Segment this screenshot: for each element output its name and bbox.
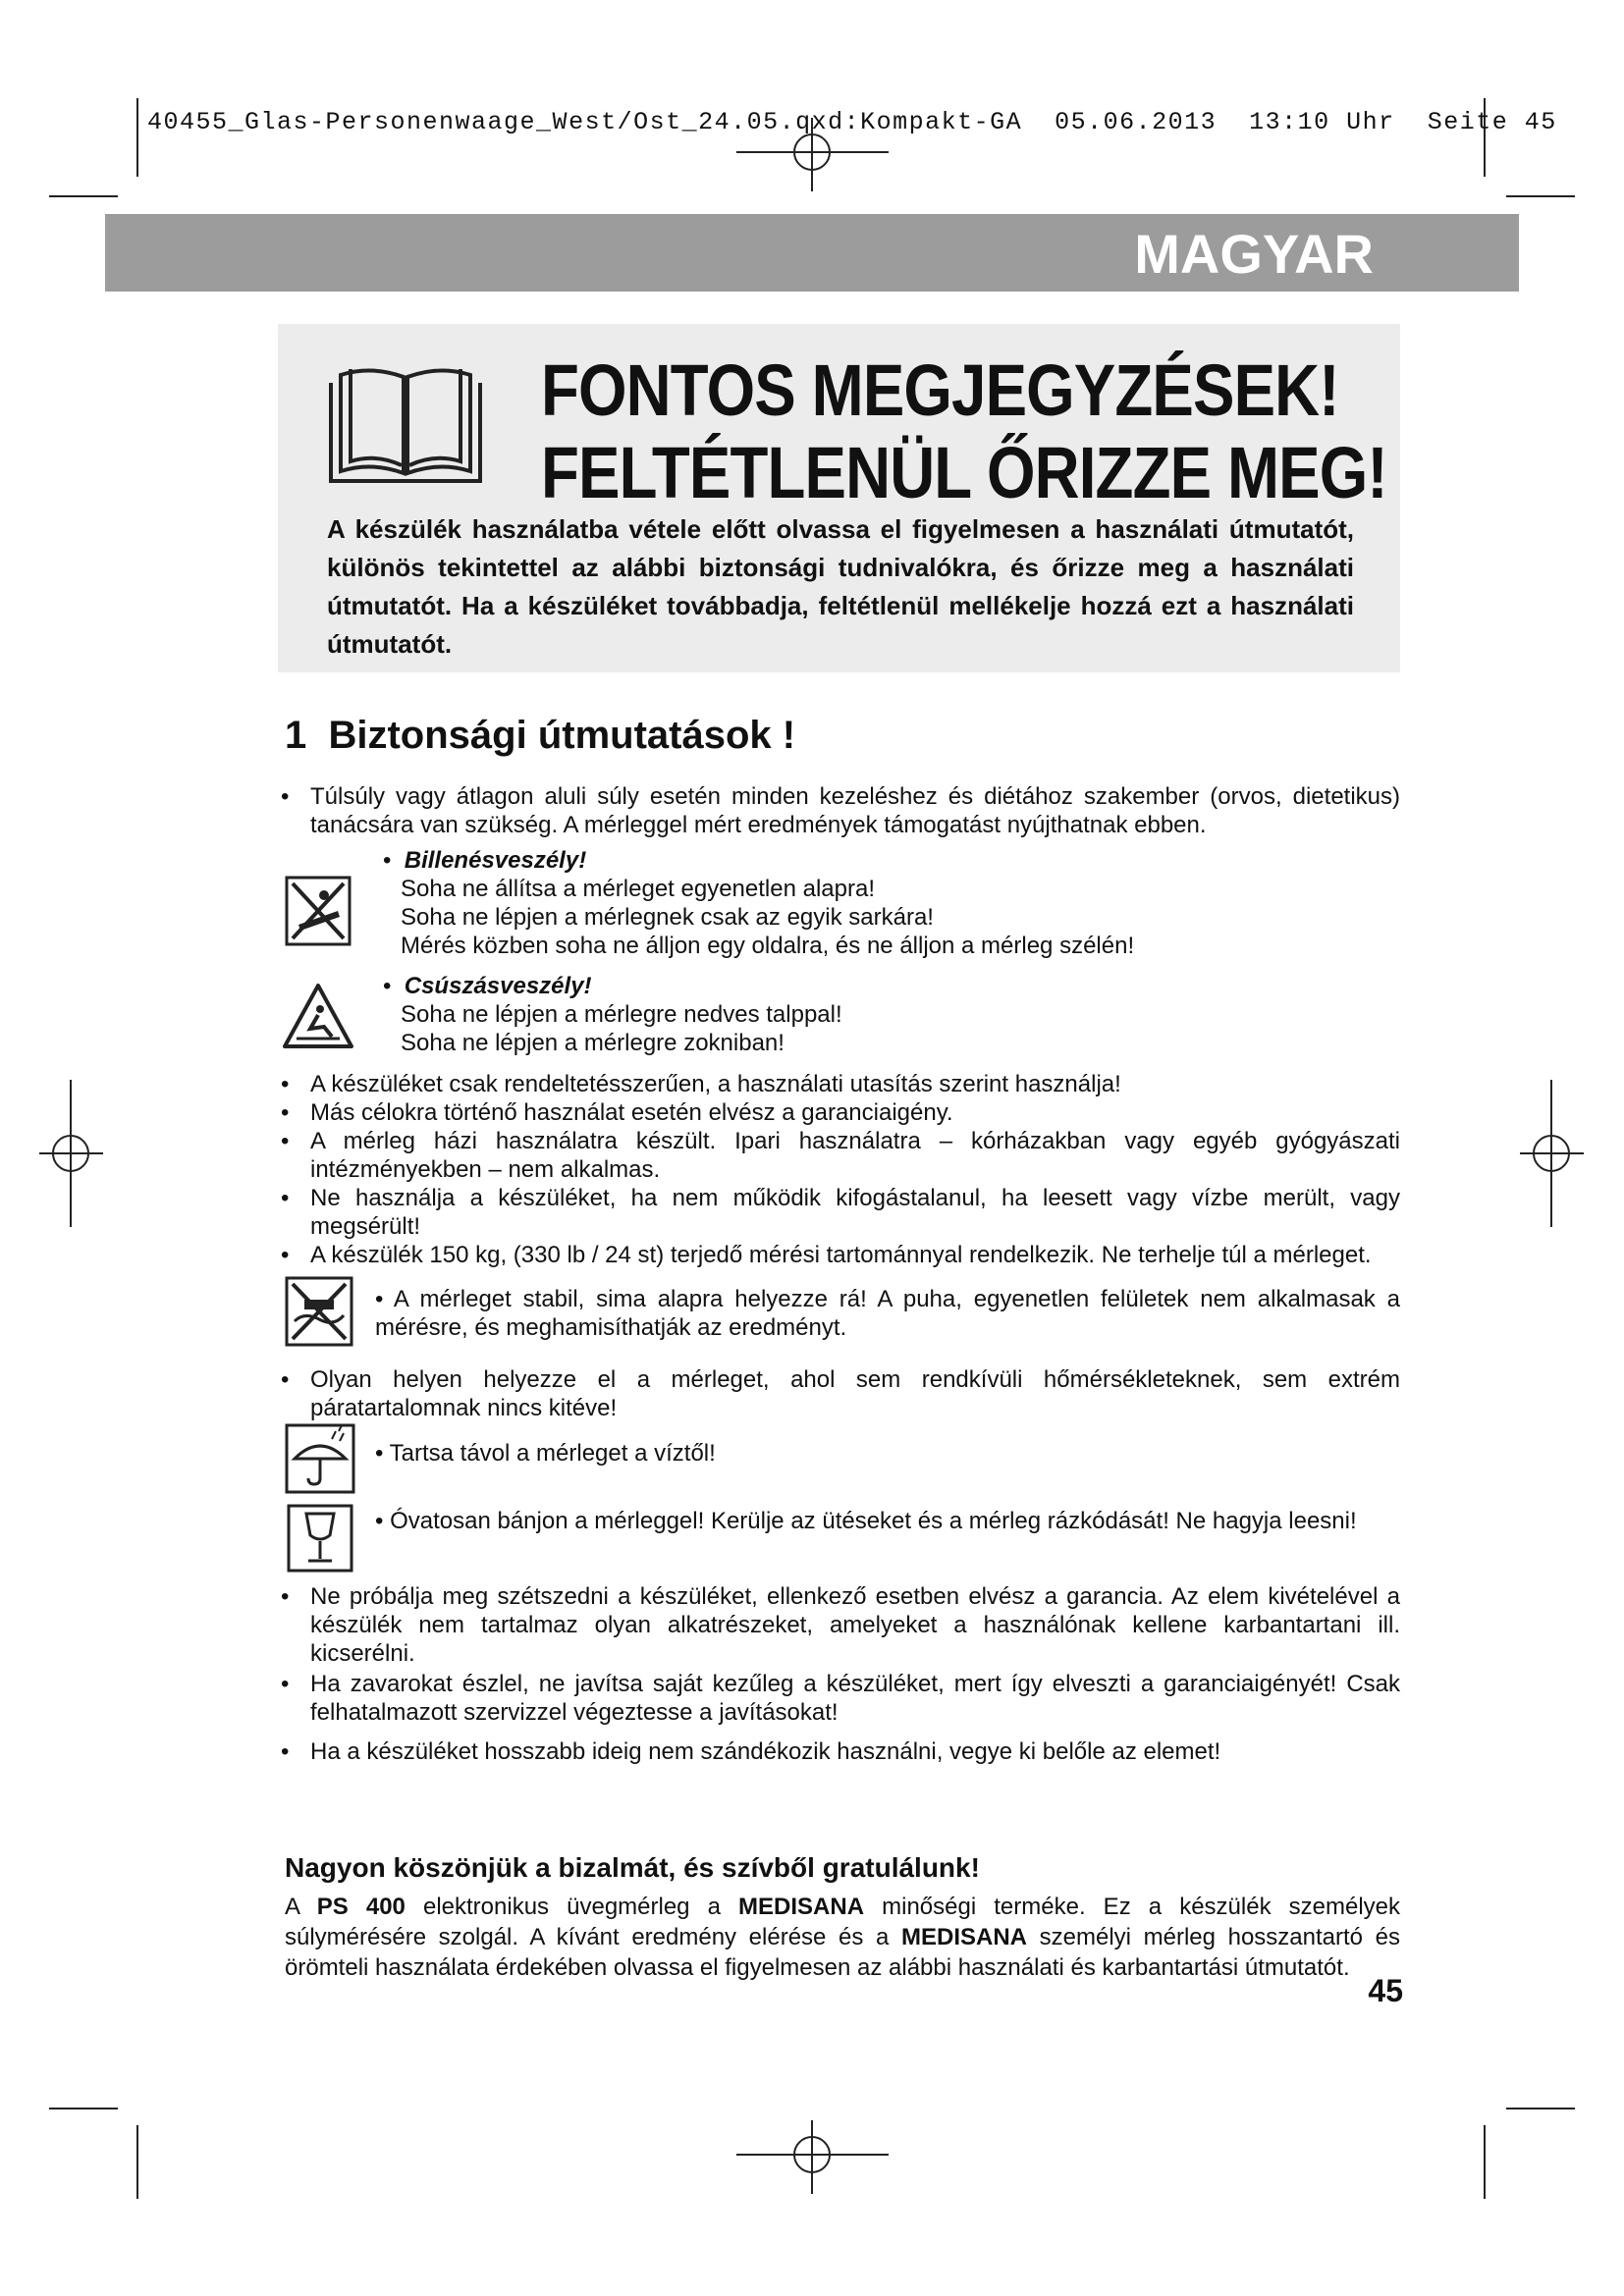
- list-item-text: A mérleg házi használatra készült. Ipari használatra – kórházakban vagy egyéb gyógyászati intézményekben – nem alkalmas.: [310, 1128, 1400, 1183]
- bullet: •: [375, 1440, 384, 1467]
- list-item: [281, 1670, 1400, 1727]
- bullet: •: [281, 1671, 290, 1697]
- bullet: •: [281, 1242, 290, 1268]
- list-item: [281, 1127, 1400, 1184]
- bullet: •: [281, 1366, 290, 1393]
- list-item-text: Más célokra történő használat esetén elvész a garanciaigény.: [310, 1099, 953, 1126]
- brand-name: MEDISANA: [900, 1924, 1027, 1950]
- section-title: Biztonsági útmutatások !: [328, 714, 796, 757]
- slip-hazard-warning-icon: [281, 982, 355, 1050]
- list-item-text: Ha a készüléket hosszabb ideig nem szándékozik használni, vegye ki belőle az elemet!: [310, 1738, 1221, 1765]
- tipping-hazard-heading: Billenésveszély!: [404, 847, 587, 874]
- slip-hazard-heading: Csúszásveszély!: [404, 973, 592, 999]
- model-name: PS 400: [316, 1894, 406, 1920]
- slip-hazard-block: [383, 972, 842, 1057]
- bullet: •: [383, 973, 392, 999]
- list-item-text: Ne használja a készüléket, ha nem működik kifogástalanul, ha leesett vagy vízbe merült, vagy megsérült!: [310, 1185, 1400, 1240]
- thanks-text-1: A: [285, 1894, 317, 1920]
- list-item-text: Óvatosan bánjon a mérleggel! Kerülje az ütéseket és a mérleg rázkódását! Ne hagyja leesni!: [390, 1508, 1357, 1534]
- list-item: [281, 1365, 1400, 1422]
- list-item-text: A készülék 150 kg, (330 lb / 24 st) terjedő mérési tartománnyal rendelkezik. Ne terhelje túl a mérleget.: [310, 1242, 1372, 1268]
- notice-text: A készülék használatba vétele előtt olvassa el figyelmesen a használati útmutatót, különös tekintettel az alábbi biztonsági tudnivalókra, és őrizze meg a használati útmutatót. Ha a készüléket továbbadja, feltétlenül mellékelje hozzá ezt a használati útmutatót.: [327, 514, 1354, 659]
- slip-line-2: Soha ne lépjen a mérlegre zokniban!: [401, 1030, 785, 1056]
- section-heading: [285, 714, 795, 758]
- thanks-heading: Nagyon köszönjük a bizalmát, és szívből gratulálunk!: [285, 1852, 980, 1883]
- registration-mark-bottom: [736, 2120, 889, 2194]
- list-item: [281, 1098, 1400, 1127]
- bullet: •: [281, 1128, 290, 1154]
- no-soft-surface-icon: [285, 1276, 353, 1347]
- print-slug-line: 40455_Glas-Personenwaage_West/Ost_24.05.qxd:Kompakt-GA 05.06.2013 13:10 Uhr Seite 45: [147, 108, 1557, 136]
- list-item-text: Olyan helyen helyezze el a mérleget, ahol sem rendkívüli hőmérsékleteknek, sem extrém páratartalomnak nincs kitéve!: [310, 1366, 1400, 1421]
- list-item: [375, 1285, 1400, 1342]
- list-item: [281, 1070, 1400, 1098]
- open-book-icon: [327, 363, 484, 491]
- list-item-text: Tartsa távol a mérleget a víztől!: [389, 1440, 716, 1467]
- list-item: [281, 1241, 1400, 1269]
- registration-mark-right: [1520, 1080, 1584, 1227]
- tipping-line-1: Soha ne állítsa a mérleget egyenetlen alapra!: [401, 876, 875, 902]
- list-item-text: Ne próbálja meg szétszedni a készüléket, ellenkező esetben elvész a garancia. Az elem kivételével a készülék nem tartalmaz olyan alkatrészeket, amelyeket a használónak kellene karbantartani ill. kicserélni.: [310, 1583, 1400, 1667]
- page-number: 45: [1368, 1973, 1403, 2008]
- bullet: •: [281, 783, 290, 810]
- list-item-text: Ha zavarokat észlel, ne javítsa saját kezűleg a készüléket, mert így elveszti a garanciaigényét! Csak felhatalmazott szervizzel végeztesse a javításokat!: [310, 1671, 1400, 1726]
- section-number: 1: [285, 714, 307, 757]
- bullet: •: [383, 847, 392, 874]
- list-item: [281, 782, 1400, 839]
- language-label: MAGYAR: [1134, 223, 1374, 285]
- registration-mark-left: [39, 1080, 103, 1227]
- tipping-line-2: Soha ne lépjen a mérlegnek csak az egyik sarkára!: [401, 904, 934, 931]
- bullet: •: [281, 1738, 290, 1765]
- notice-title-line1: FONTOS MEGJEGYZÉSEK!: [541, 349, 1339, 431]
- list-item-text: A mérleget stabil, sima alapra helyezze rá! A puha, egyenetlen felületek nem alkalmasak a mérésre, és meghamisíthatják az eredményt.: [375, 1286, 1400, 1341]
- list-item-text: A készüléket csak rendeltetésszerűen, a használati utasítás szerint használja!: [310, 1071, 1121, 1097]
- notice-title: [541, 349, 1387, 514]
- bullet: •: [281, 1099, 290, 1126]
- tipping-hazard-block: [383, 846, 1134, 960]
- bullet: •: [281, 1071, 290, 1097]
- umbrella-keep-dry-icon: [285, 1423, 355, 1494]
- thanks-paragraph: [285, 1892, 1400, 1983]
- bullet: •: [281, 1185, 290, 1211]
- thanks-text-4: személyi mérleg hosszantartó és örömteli használata érdekében olvassa el figyelmesen az alábbi használati és karbantartási útmutatót.: [285, 1924, 1400, 1981]
- list-item: [375, 1507, 1400, 1535]
- list-item-text: Túlsúly vagy átlagon aluli súly esetén minden kezeléshez és diétához szakember (orvos, dietetikus) tanácsára van szükség. A mérleggel mért eredmények támogatást nyújthatnak ebben.: [310, 783, 1400, 838]
- slip-line-1: Soha ne lépjen a mérlegre nedves talppal!: [401, 1001, 842, 1028]
- fragile-glass-icon: [287, 1504, 353, 1573]
- list-item: [281, 1737, 1400, 1766]
- brand-name: MEDISANA: [738, 1894, 865, 1920]
- tipping-line-3: Mérés közben soha ne álljon egy oldalra, és ne álljon a mérleg szélén!: [401, 933, 1135, 959]
- list-item: [375, 1439, 716, 1468]
- bullet: •: [375, 1508, 384, 1534]
- notice-title-line2: FELTÉTLENÜL ŐRIZZE MEG!: [541, 432, 1387, 513]
- list-item: [281, 1582, 1400, 1668]
- thanks-text-2: elektronikus üvegmérleg a: [405, 1894, 739, 1920]
- important-notice-box: [278, 324, 1400, 672]
- bullet: •: [375, 1286, 384, 1312]
- thanks-text-3: minőségi terméke. Ez a készülék személyek súlymérésére szolgál. A kívánt eredmény elérése és a: [285, 1894, 1401, 1950]
- bullet: •: [281, 1583, 290, 1610]
- language-banner: [105, 214, 1519, 292]
- tipping-hazard-icon: [285, 876, 352, 946]
- list-item: [281, 1184, 1400, 1241]
